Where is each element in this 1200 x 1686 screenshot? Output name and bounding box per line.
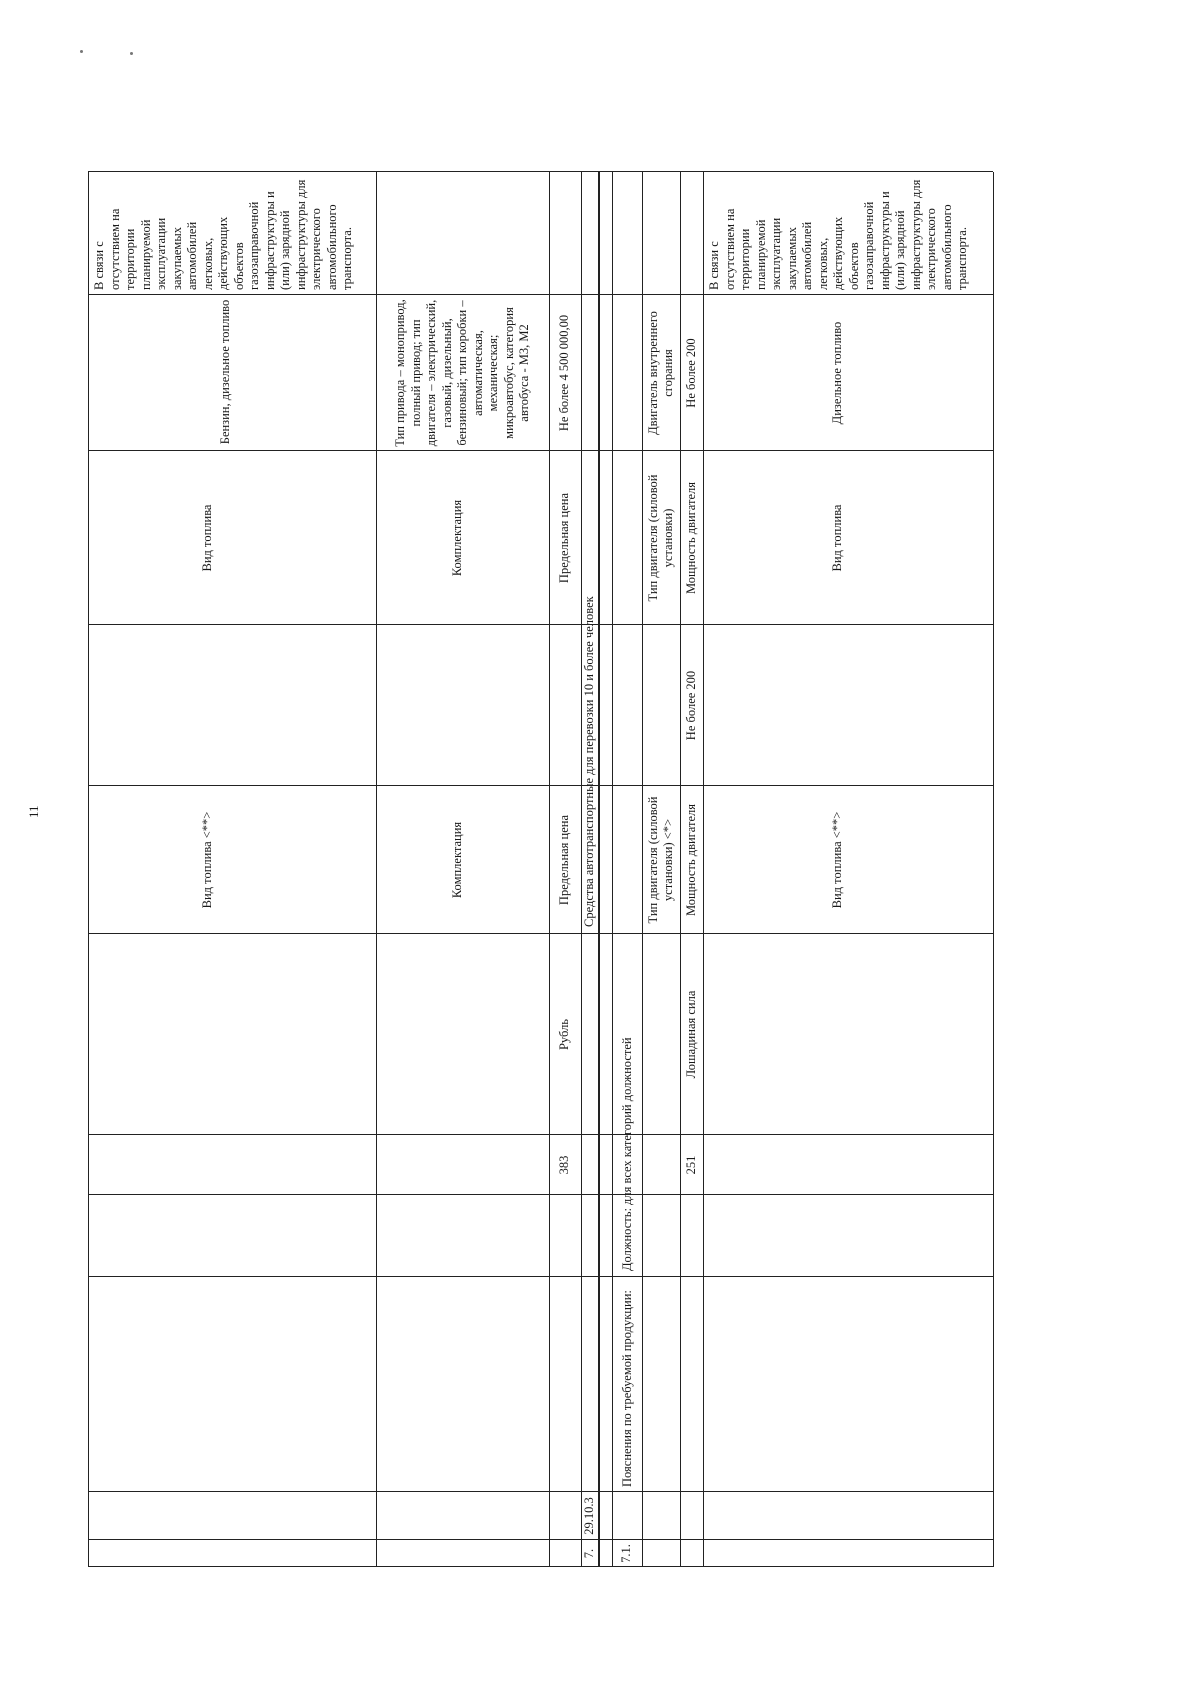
power-req-label: Мощность двигателя xyxy=(683,481,698,595)
price-okei-code: 383 xyxy=(557,1155,572,1175)
engine-type-req-value: Двигатель внутреннего сгорания xyxy=(645,311,675,435)
scan-speck xyxy=(80,50,83,53)
row-7-1-number: 7.1. xyxy=(619,1544,634,1563)
price-label: Предельная цена xyxy=(557,814,572,906)
engine-type-label: Тип двигателя (силовой установки) <*> xyxy=(645,796,675,924)
justification-note-b: В связи с отсутствием на территории планируемой эксплуатации закупаемых автомобилей легковых, действующих объектов газозаправочной инфраструктуры и (или) зарядной инфраструктуры для электрического автомобильного транспорта. xyxy=(707,179,969,290)
equipment-req-label: Комплектация xyxy=(450,499,465,577)
fuel-type-req-value: Бензин, дизельное топливо xyxy=(218,299,232,445)
equipment-req-value: Тип привода – монопривод, полный привод; тип двигателя – электрический, газовый, дизельный, бензиновый; тип коробки – автоматическая, механическая; микроавтобус, категория автобуса - М3, М2 xyxy=(393,299,532,447)
row-7-number: 7. xyxy=(582,1548,597,1559)
explanation-label: Пояснения по требуемой продукции: xyxy=(620,1290,634,1487)
power-value: Не более 200 xyxy=(683,670,698,741)
fuel-type-b-req-value: Дизельное топливо xyxy=(830,321,845,425)
power-label: Мощность двигателя xyxy=(683,803,698,917)
power-unit: Лошадиная сила xyxy=(683,990,698,1079)
scan-speck xyxy=(130,52,133,55)
price-req-value: Не более 4 500 000,00 xyxy=(557,314,572,432)
position-label: Должность: для всех категорий должностей xyxy=(620,1037,634,1271)
power-req-value: Не более 200 xyxy=(683,338,698,408)
page-number: 11 xyxy=(26,805,41,818)
engine-type-req-label: Тип двигателя (силовой установки) xyxy=(645,474,675,602)
fuel-type-b-label: Вид топлива <**> xyxy=(830,811,845,909)
row-7-product-name: Средства автотранспортные для перевозки 10 и более человек xyxy=(582,596,596,927)
fuel-type-req-label: Вид топлива xyxy=(200,504,215,572)
price-unit: Рубль xyxy=(557,1018,572,1051)
fuel-type-b-req-label: Вид топлива xyxy=(830,504,845,572)
power-okei-code: 251 xyxy=(683,1155,698,1175)
equipment-label: Комплектация xyxy=(450,821,465,899)
fuel-type-label: Вид топлива <**> xyxy=(200,811,215,909)
justification-note-a: В связи с отсутствием на территории планируемой эксплуатации закупаемых автомобилей легковых, действующих объектов газозаправочной инфраструктуры и (или) зарядной инфраструктуры для электрического автомобильного транспорта. xyxy=(92,179,354,290)
row-7-okpd-code: 29.10.3 xyxy=(582,1497,597,1535)
price-req-label: Предельная цена xyxy=(557,492,572,584)
rotated-table xyxy=(88,172,993,1567)
